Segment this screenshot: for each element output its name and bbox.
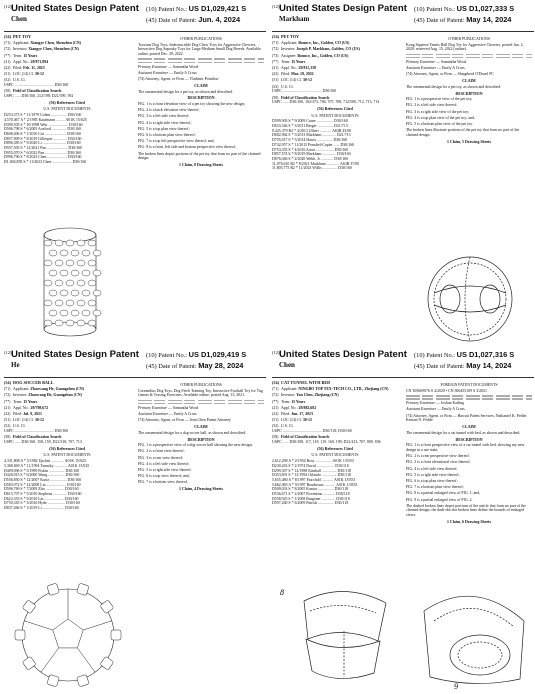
claim-heading: CLAIM: [462, 425, 476, 430]
other-pub-heading: FOREIGN PATENT DOCUMENTS: [440, 383, 498, 387]
claims-drawings-footer: 1 Claim, 8 Drawing Sheets: [179, 162, 223, 167]
attorney-agent: (74) Attorney, Agent, or Firm — Vladimir Pointlow: [138, 77, 219, 82]
patent-header: [4, 349, 266, 378]
ball-panel-seam: [41, 648, 59, 672]
fig-9-label: 9: [454, 682, 458, 691]
patent-dog-soccer-ball: [4, 349, 266, 692]
ball-grip-tab: [77, 674, 90, 687]
reference-entry: 4,570,467 A * 2/1985 Kaufmann ......... A01K 15/025: [4, 117, 87, 122]
patent-number: (10) Patent No.: US D1,029,421 S: [146, 4, 247, 13]
inventor-short-name: Chen: [11, 15, 27, 23]
other-publications: Kong Squeezz Tennis Ball Dog Toy for Aggressive Chewers, posted Jun. 2, 2020, retrieved Aug. 15, 2022 (online).: [406, 42, 524, 52]
toy-nub: [88, 320, 96, 326]
inventor-short-name: Markham: [279, 15, 310, 23]
reference-entry: 11,805,775 B2 * 11/2023 Willis ............... D30/160: [272, 166, 352, 171]
reference-entry: D353,691 S * 12/1994 Orlando ............... D30/118: [272, 473, 351, 478]
patent-type-title: United States Design Patent: [11, 3, 139, 14]
toy-nub: [66, 240, 74, 246]
reference-entry: D509,033 S * 8/2005 Kantor ................ D30/118: [272, 487, 349, 492]
reference-entry: D615,707 S * 5/2010 Stephens .............. D30/160: [4, 492, 82, 497]
applicant-field: (71) Applicant: NINGBO TOP TEX-TECH CO., LTD., Zhejiang (CN): [272, 387, 389, 392]
kind-code-12: (12): [4, 350, 12, 355]
figure-dog-soccer-ball: [6, 577, 130, 689]
bibliographic-column: [272, 35, 398, 171]
toy-nub: [88, 300, 96, 306]
patent-header: [272, 3, 534, 32]
ball-panel-seam: [77, 648, 95, 672]
patent-date: (45) Date of Patent: Jun. 4, 2024: [146, 15, 241, 24]
toy-nub: [60, 290, 68, 296]
description-line: FIG. 4 is a left side view thereof;: [138, 461, 190, 466]
loc-field: (51) LOC (14) Cl. 30-12: [4, 72, 44, 77]
figure-pet-toy-cylinder: [6, 225, 134, 343]
appl-no-field: (21) Appl. No.: 29/798,672: [4, 405, 49, 410]
toy-nub: [77, 280, 85, 286]
field-of-search: (58) Field of Classification Search USPC ...... D30/160, 212/198; D21/399, 592: [4, 89, 74, 99]
description-line: FIG. 2 is a front view thereof;: [138, 449, 185, 454]
ball-grip-tab: [100, 600, 114, 614]
toy-nub: [88, 280, 96, 286]
references-heading: (56) References Cited: [317, 446, 353, 451]
reference-entry: D750,345 S * 3/2016 Hyde .................. D30/160: [4, 501, 80, 506]
toy-nub: [66, 260, 74, 266]
loc-field: (51) LOC (14) Cl. 30-12: [4, 418, 44, 423]
assignee-field: (73) Assignee: Bounce, Inc., Golden, CO (US): [272, 53, 349, 58]
reference-entry: D753,355 S * 4/2016 Arora .................. D30/160: [272, 147, 349, 152]
description-list: [406, 97, 532, 137]
description-line: FIG. 1 is a perspective view of a dog soccer ball showing the new design;: [138, 443, 253, 448]
description-line: FIG. 5 is a top plan view thereof;: [138, 126, 190, 131]
field-of-search: (58) Field of Classification Search USPC ...... D30/108, 117, 118, 119, 160, 199; D21/413, 707, 800, 836: [272, 435, 381, 445]
description-line: FIG. 4 is a right side view thereof;: [138, 120, 192, 125]
toy-nub: [77, 320, 85, 326]
description-line: FIG. 9 is a partial enlarged view of FIG. 2.: [406, 497, 473, 502]
ball-grip-tab: [47, 583, 60, 596]
claim-text: The ornamental design for a pet toy, as shown and described.: [406, 84, 502, 89]
reference-entry: D506,798 S * 6/2005 Axelrod ............... D30/160: [4, 127, 81, 132]
inventor-field: (72) Inventor: Yan Chen, Zhejiang (CN): [272, 393, 339, 398]
reference-entry: D955,070 S * 6/2022 Pan ...................... D30/160: [4, 150, 82, 155]
claim-text: The ornamental design for a dog soccer ball, as shown and described.: [138, 430, 247, 435]
ball-grip-tab: [77, 583, 90, 596]
reference-entry: D599,903 S * 9/2009 Crane ................. D30/160: [272, 119, 348, 124]
description-line: FIG. 6 is a top plan view thereof;: [406, 478, 458, 483]
reference-entry: 5,368,849 A * 11/1994 Tumulty ............. A01K 15/025: [4, 463, 90, 468]
applicant-field: (71) Applicant: Zhaowang He, Guangzhou (CN): [4, 387, 85, 392]
filed-field: (22) Filed: Mar. 18, 2022: [272, 72, 314, 77]
toy-nub: [44, 260, 52, 266]
description-list: [138, 102, 264, 161]
description-line: FIG. 1 is a front perspective view of a cat tunnel with bed, showing my new design in a use state;: [406, 443, 525, 452]
description-list: [138, 443, 264, 485]
toy-nub: [55, 300, 63, 306]
term-field: (**) Term: 15 Years: [272, 59, 306, 64]
inventor-short-name: Chen: [279, 361, 295, 369]
patent-date: (45) Date of Patent: May 14, 2024: [414, 15, 512, 24]
reference-entry: D876,046 S * 2/2020 Webb, Jr. ............ D30/160: [272, 156, 348, 161]
reference-entry: D399,505 S * 10/1998 Weir .................... D30/160: [4, 122, 83, 127]
references-heading: (56) References Cited: [317, 106, 353, 111]
term-field: (**) Term: 15 Years: [272, 399, 306, 404]
reference-entry: D597,260 S * 6/2009 Patrick ................ D30/118: [272, 501, 349, 506]
description-heading: DESCRIPTION: [455, 437, 483, 442]
claims-drawings-footer: 1 Claim, 4 Drawing Sheets: [179, 487, 223, 492]
attorney-agent: (74) Attorney, Agent, or Firm — Sheppherd O'Donel PC: [406, 72, 494, 77]
references-list: [4, 113, 130, 165]
reference-entry: D253,373 S * 11/1979 Cohen ................ D30/160: [4, 113, 82, 118]
design-title: (54) PET TOY: [4, 34, 32, 39]
other-publications: Toozone Dog Toys, Indestructible Dog Chew Toys for Aggressive Chewers, Interactive Dog Squeaky Toys for Large Medium Small Dog Breeds. Available online, posted Dec. 29, 2022.: [138, 42, 261, 57]
fig-8-label: 8: [280, 588, 284, 597]
claims-drawings-footer: 1 Claim, 5 Drawing Sheets: [447, 139, 491, 144]
ball-grip-tab: [47, 674, 60, 687]
description-line: FIG. 7 is a bottom plan view thereof;: [406, 485, 464, 490]
claim-heading: CLAIM: [194, 83, 208, 88]
toy-nub: [66, 300, 74, 306]
toy-nub: [66, 320, 74, 326]
loc-field: (51) LOC (14) Cl. 30-12: [272, 418, 312, 423]
reference-entry: D857,909 S * 8/2019 Gillespie .............. D30/160: [4, 136, 82, 141]
field-of-search: (58) Field of Classification Search USPC ...... D30/160, 102/373, 706, 707, 708, 712/580, 712, 713, 714: [272, 95, 380, 105]
description-line: The dashed broken lines depict portions of the article that form no part of the claimed design; the dash-dot-dot broken lines define the bounds of enlarged views.: [406, 503, 526, 518]
attorney-agent: (74) Attorney, Agent, or Firm — Hawaii Patent Services; Nathaniel K. Fedde; Kenton N. Fedde: [406, 413, 528, 423]
toy-nub: [93, 250, 101, 256]
inventor-field: (72) Inventor: Zhaowang He, Guangzhou (CN): [4, 393, 82, 398]
toy-nub: [88, 260, 96, 266]
patent-type-title: United States Design Patent: [11, 349, 139, 360]
toy-nub: [82, 270, 90, 276]
term-field: (**) Term: 15 Years: [4, 399, 38, 404]
assistant-examiner: Assistant Examiner — Emily A Cross: [406, 407, 465, 412]
figure-pet-toy-ball: [410, 253, 532, 345]
reference-entry: D558,925 S * 1/2008 Burgener .............. D30/118: [272, 496, 350, 501]
filed-field: (22) Filed: Feb. 11, 2023: [4, 66, 45, 71]
kind-code-12: (12): [272, 4, 280, 9]
reference-entry: D608,406 S * 1/2010 Cui ...................... D30/160: [4, 131, 81, 136]
description-line: FIG. 4 is a top plan view of the pet toy; and,: [406, 115, 475, 120]
abstract-column: [406, 35, 532, 145]
ball-grip-tab: [15, 630, 25, 640]
us-cl-field: (52) U.S. Cl. USPC ........................................ D30/160: [4, 424, 69, 434]
reference-entry: D742,957 S * 11/2015 Penafiel-Copier ...... D30/160: [272, 142, 355, 147]
references-list: [4, 459, 130, 511]
us-patent-docs-heading: U.S. PATENT DOCUMENTS: [311, 113, 359, 118]
reference-entry: D299,307 S * 12/1988 Kimball ............... D30/118: [272, 468, 351, 473]
reference-entry: D426,915 S * 6/2000 Wang ................. D30/160: [4, 473, 80, 478]
reference-entry: 2,612,298 A * 2/1954 Ross ................. A01K 1/0353: [272, 459, 354, 464]
ball-grip-tab: [22, 600, 36, 614]
toy-nub: [49, 310, 57, 316]
patent-date: (45) Date of Patent: May 28, 2024: [146, 361, 244, 370]
description-line: FIG. 8 is a partial enlarged view of FIG. 1; and,: [406, 491, 481, 496]
ball-center-panel: [53, 619, 83, 648]
toy-nub: [93, 270, 101, 276]
claim-heading: CLAIM: [194, 425, 208, 430]
other-publications: CN 305669076 S 4/2020 • CN 306455109 S 3/2021: [406, 388, 487, 393]
toy-nub: [71, 250, 79, 256]
reference-entry: D596,769 S * 7/2009 Zhu ................... D30/160: [4, 487, 79, 492]
reference-entry: D837,466 S * 1/2019 Li ...................... D30/160: [4, 506, 79, 511]
description-line: FIG. 5 is a bottom plan view of the pet toy.: [406, 122, 473, 127]
references-list: [272, 119, 398, 171]
appl-no-field: (21) Appl. No.: 29/811,338: [272, 66, 316, 71]
description-line: FIG. 3 is a rear view thereof;: [138, 455, 184, 460]
reference-entry: 4,331,808 A * 5/1982 Upchitt ............. A01K 15/025: [4, 459, 86, 464]
other-publications: Coreanthus Dog Toys, Dog Fetch Training Toy, Interactive Football Toy for Tug Games & Tossing Exercises. Available online, posted Aug. 13, 2021.: [138, 388, 263, 398]
toy-nub: [77, 300, 85, 306]
us-cl-field: (52) U.S. Cl. USPC ........................................ D30/160: [4, 78, 69, 88]
description-line: FIG. 5 is a right side view thereof;: [406, 472, 460, 477]
references-list: [272, 459, 398, 506]
toy-nub: [55, 320, 63, 326]
patent-number: (10) Patent No.: US D1,027,316 S: [414, 350, 515, 359]
toy-nub: [44, 300, 52, 306]
ball-grip-tab: [22, 656, 36, 670]
reference-entry: D937,505 S * 12/2021 Pan ..................... D30/160: [4, 146, 83, 151]
other-pub-heading: OTHER PUBLICATIONS: [448, 37, 490, 41]
toy-nub: [44, 280, 52, 286]
other-pub-heading: OTHER PUBLICATIONS: [180, 37, 222, 41]
description-line: FIG. 4 is a left side view thereof;: [406, 466, 458, 471]
bibliographic-column: [4, 35, 130, 165]
toy-nub: [60, 270, 68, 276]
us-cl-field: (52) U.S. Cl. USPC ........................................ D30/118; D30/160: [272, 424, 352, 434]
figure-cat-tunnel-enlarged-views: [274, 581, 532, 691]
description-list: [406, 443, 532, 518]
toy-nub: [60, 250, 68, 256]
filed-field: (22) Filed: Jun. 17, 2023: [272, 412, 313, 417]
description-line: FIG. 8 is a front, left side and bottom perspective view thereof.: [138, 145, 237, 150]
us-patent-docs-heading: U.S. PATENT DOCUMENTS: [43, 107, 91, 112]
patent-date: (45) Date of Patent: May 14, 2024: [414, 361, 512, 370]
toy-nub: [82, 290, 90, 296]
patent-number: (10) Patent No.: US D1,027,333 S: [414, 4, 515, 13]
reference-entry: D409,096 S * 5/1999 Fiskin ................ D30/160: [4, 468, 80, 473]
primary-examiner: Primary Examiner — Samantha Wood: [138, 64, 199, 69]
toy-nub: [49, 290, 57, 296]
description-heading: DESCRIPTION: [187, 96, 215, 101]
description-line: FIG. 3 is a left side view thereof;: [138, 114, 190, 119]
reference-entry: D230,263 S * 2/1974 David .................. D30/118: [272, 463, 349, 468]
description-line: The broken lines illustrate portions of the pet toy that form no part of the claimed design.: [406, 128, 520, 137]
description-line: The broken lines depict portions of the pet toy that form no part of the claimed design.: [138, 151, 261, 161]
patent-type-title: United States Design Patent: [279, 349, 407, 360]
reference-entry: D1,004,858 S * 11/2023 Chen .................... D30/160: [4, 160, 87, 165]
ball-grip-tab: [100, 656, 114, 670]
patent-pet-toy-chen: [4, 3, 266, 346]
description-heading: DESCRIPTION: [455, 91, 483, 96]
bibliographic-column: [272, 381, 398, 506]
term-field: (**) Term: 15 Years: [4, 53, 38, 58]
patent-header: [4, 3, 266, 32]
inventor-short-name: He: [11, 361, 20, 369]
toy-nub: [71, 290, 79, 296]
field-of-search: (58) Field of Classification Search USPC ...... D30/160, 158, 159, D21/318, 707, 713: [4, 435, 82, 445]
filed-field: (22) Filed: Jul. 9, 2021: [4, 412, 42, 417]
primary-examiner: Primary Examiner — Joshua Kading: [406, 401, 464, 406]
patent-header: [272, 349, 534, 378]
us-patent-docs-heading: U.S. PATENT DOCUMENTS: [43, 453, 91, 458]
description-line: FIG. 6 is a top view thereof; and,: [138, 474, 190, 479]
reference-entry: D633,546 S * 3/2011 Berger ................ D21/713: [272, 124, 348, 129]
description-line: FIG. 2 is a left side view thereof;: [406, 103, 458, 108]
appl-no-field: (21) Appl. No.: 29/871,894: [4, 59, 49, 64]
primary-examiner: Primary Examiner — Samantha Wood: [406, 59, 467, 64]
references-heading: (56) References Cited: [49, 446, 85, 451]
toy-nub: [49, 270, 57, 276]
us-cl-field: (52) U.S. Cl. USPC ........................................ D30/160: [272, 84, 337, 94]
patent-cat-tunnel-with-bed: [272, 349, 534, 692]
reference-entry: 11,076,610 B2 * 8/2021 Markham ............. A63B 37/00: [272, 161, 360, 166]
toy-nub: [66, 280, 74, 286]
claim-heading: CLAIM: [462, 79, 476, 84]
claims-drawings-footer: 1 Claim, 6 Drawing Sheets: [447, 519, 491, 524]
loc-field: (51) LOC (14) Cl. 30-12: [272, 78, 312, 83]
appl-no-field: (21) Appl. No.: 29/882,682: [272, 405, 317, 410]
toy-nub: [88, 240, 96, 246]
description-line: FIG. 3 is a right side view of the pet toy;: [406, 109, 470, 114]
description-line: FIG. 3 is a front elevational view thereof;: [406, 460, 471, 465]
claim-text: The ornamental design for a cat tunnel with bed, as shown and described.: [406, 430, 521, 435]
description-line: FIG. 2 is a back elevation view thereof;: [138, 108, 200, 113]
assistant-examiner: Assistant Examiner — Emily A Cross: [138, 412, 197, 417]
kind-code-12: (12): [272, 350, 280, 355]
description-line: FIG. 6 is a bottom plan view thereof;: [138, 132, 196, 137]
reference-entry: D996,796 S * 8/2023 Chen .................... D30/160: [4, 155, 82, 160]
other-pub-heading: OTHER PUBLICATIONS: [180, 383, 222, 387]
us-patent-docs-heading: U.S. PATENT DOCUMENTS: [311, 453, 359, 458]
ball-panel-seam: [83, 621, 112, 630]
description-line: FIG. 2 is a rear perspective view thereof;: [406, 454, 470, 459]
reference-entry: D896,385 S * 9/2020 Li ........................ D30/160: [4, 141, 81, 146]
toy-nub: [55, 260, 63, 266]
inventor-field: (72) Inventor: Joseph P. Markham, Golden, CO (US): [272, 47, 360, 52]
reference-entry: 5,655,480 A * 8/1997 Fairchild ............ A01K 1/0353: [272, 477, 356, 482]
applicant-field: (71) Applicant: Bounce, Inc., Golden, CO (US): [272, 41, 350, 46]
description-line: FIG. 7 is a bottom view thereof.: [138, 480, 188, 485]
toy-nub: [77, 260, 85, 266]
assistant-examiner: Assistant Examiner — Emily A Cross: [138, 70, 197, 75]
patent-pet-toy-markham: [272, 3, 534, 346]
description-line: FIG. 1 is a front elevation view of a pet toy showing the new design;: [138, 101, 245, 106]
reference-entry: D705,017 S * 5/2014 Harris ................ D30/160: [272, 138, 348, 143]
toy-nub: [71, 310, 79, 316]
claim-text: The ornamental design for a pet toy, as shown and described.: [138, 89, 234, 94]
toy-nub: [60, 310, 68, 316]
toy-nub: [44, 240, 52, 246]
toy-nub: [77, 240, 85, 246]
toy-nub: [93, 310, 101, 316]
toy-nub: [49, 250, 57, 256]
toy-nub: [82, 250, 90, 256]
description-line: FIG. 1 is a perspective view of the pet toy;: [406, 97, 473, 102]
ball-panel-seam: [24, 621, 53, 630]
reference-entry: D623,353 S * 9/2010 Lai .................... D30/160: [4, 496, 79, 501]
reference-entry: D556,850 S * 12/2007 Kurtz ................. D30/160: [4, 477, 82, 482]
design-title: (54) CAT TUNNEL WITH BED: [272, 380, 331, 385]
toy-nub: [44, 320, 52, 326]
toy-nub: [55, 240, 63, 246]
patent-number: (10) Patent No.: US D1,029,419 S: [146, 350, 247, 359]
reference-entry: 5,662,065 A * 9/1997 Boudreaux ........... A01K 1/0353: [272, 482, 358, 487]
reference-entry: D536,671 S * 2/2007 Fiorentino ............ D30/118: [272, 492, 350, 497]
toy-nub: [55, 280, 63, 286]
ball-grip-tab: [111, 630, 121, 640]
inventor-field: (72) Inventor: Xiangye Chen, Shenzhen (CN): [4, 47, 79, 52]
abstract-column: [138, 35, 264, 169]
description-line: FIG. 5 is a right side view thereof;: [138, 468, 192, 473]
primary-examiner: Primary Examiner — Samantha Wood: [138, 405, 199, 410]
abstract-column: [138, 381, 264, 493]
description-line: FIG. 7 is a top left perspective view thereof; and,: [138, 139, 215, 144]
toy-nub: [82, 310, 90, 316]
applicant-field: (71) Applicant: Xiangye Chen, Shenzhen (CN): [4, 41, 82, 46]
attorney-agent: (74) Attorney, Agent, or Firm — Jean Chen Patent Attorney: [138, 418, 231, 423]
reference-entry: D583,972 S * 12/2008 Liu .................... D30/160: [4, 482, 81, 487]
design-title: (54) DOG SOCCER BALL: [4, 380, 54, 385]
bibliographic-column: [4, 381, 130, 511]
abstract-column: [406, 381, 532, 526]
design-title: (54) PET TOY: [272, 34, 300, 39]
patent-type-title: United States Design Patent: [279, 3, 407, 14]
toy-nub: [71, 270, 79, 276]
reference-entry: 8,425,379 B2 * 4/2013 Ulbert ............ A63B 43/00: [272, 128, 352, 133]
reference-entry: D857,574 S * 8/2019 Markham .............. D30/160: [272, 152, 351, 157]
description-heading: DESCRIPTION: [187, 437, 215, 442]
reference-entry: D682,962 S * 5/2013 Markham .............. D21/713: [272, 133, 351, 138]
assistant-examiner: Assistant Examiner — Emily A Cross: [406, 66, 465, 71]
toy-nub: [93, 290, 101, 296]
kind-code-12: (12): [4, 4, 12, 9]
references-heading: (56) References Cited: [49, 100, 85, 105]
